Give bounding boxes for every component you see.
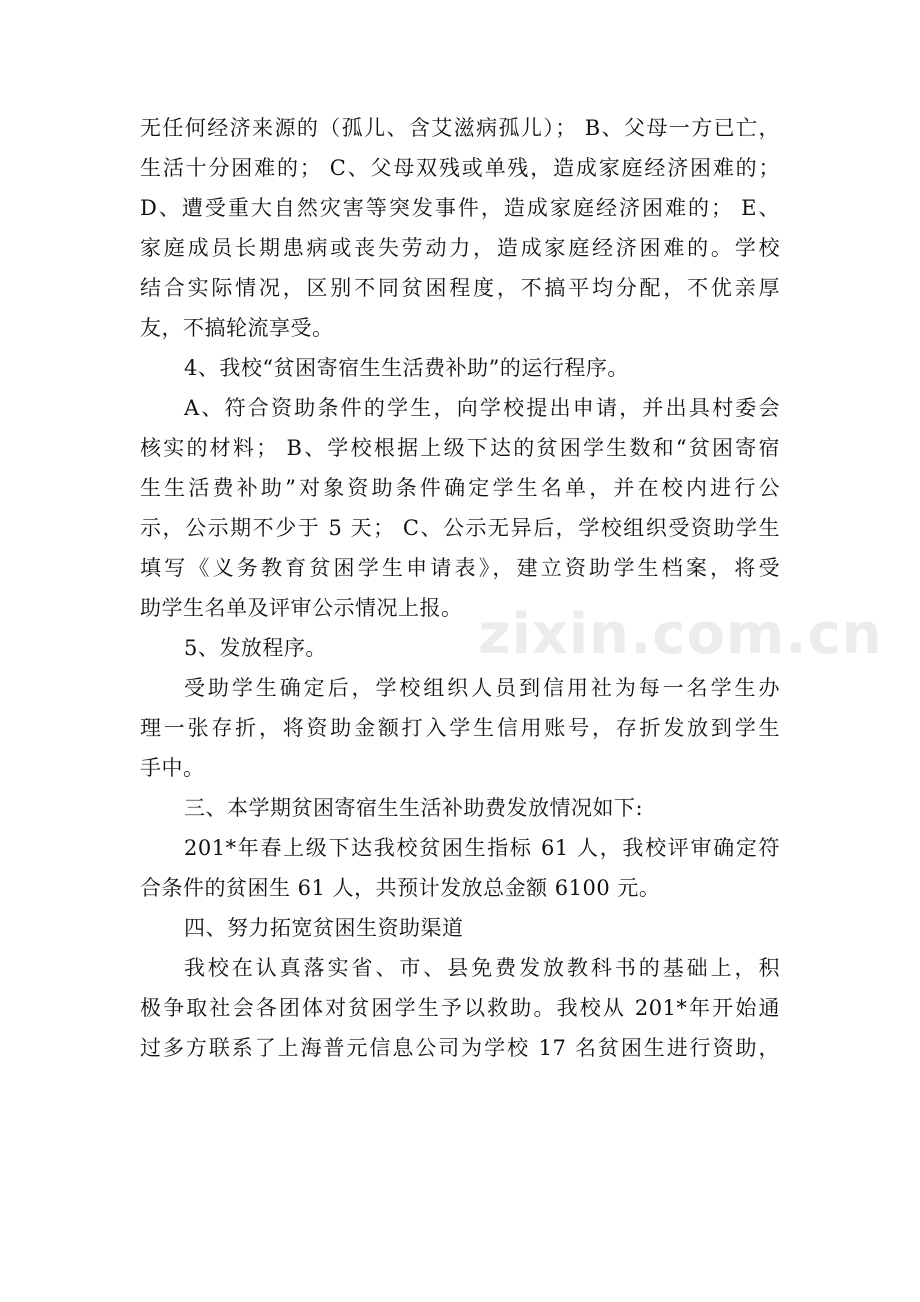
paragraph-line: A、符合资助条件的学生，向学校提出申请，并出具村委会 (184, 396, 780, 420)
paragraph-line: 过多方联系了上海普元信息公司为学校 17 名贫困生进行资助， (140, 1036, 780, 1060)
section-heading: 四、努力拓宽贫困生资助渠道 (184, 916, 464, 940)
section-heading: 4、我校“贫困寄宿生生活费补助”的运行程序。 (184, 356, 629, 380)
watermark: zixin.com.cn (478, 602, 883, 667)
paragraph-line: 生活十分困难的； C、父母双残或单残，造成家庭经济困难的； (140, 156, 780, 180)
paragraph-line: 生生活费补助”对象资助条件确定学生名单，并在校内进行公 (140, 476, 780, 500)
paragraph-line: 友，不搞轮流享受。 (140, 316, 334, 340)
paragraph-line: 示，公示期不少于 5 天； C、公示无异后，学校组织受资助学生 (140, 516, 780, 540)
paragraph-line: D、遭受重大自然灾害等突发事件，造成家庭经济困难的； E、 (140, 196, 780, 220)
paragraph-line: 201*年春上级下达我校贫困生指标 61 人，我校评审确定符 (184, 836, 780, 860)
paragraph-line: 助学生名单及评审公示情况上报。 (140, 596, 463, 620)
section-heading: 三、本学期贫困寄宿生生活补助费发放情况如下: (184, 796, 644, 820)
paragraph-line: 填写《义务教育贫困学生申请表》，建立资助学生档案，将受 (140, 556, 780, 580)
paragraph-line: 受助学生确定后，学校组织人员到信用社为每一名学生办 (184, 676, 780, 700)
document-body (140, 108, 780, 1068)
paragraph-line: 家庭成员长期患病或丧失劳动力，造成家庭经济困难的。学校 (140, 236, 780, 260)
paragraph-line: 极争取社会各团体对贫困学生予以救助。我校从 201*年开始通 (140, 996, 780, 1020)
paragraph-line: 无任何经济来源的（孤儿、含艾滋病孤儿）； B、父母一方已亡， (140, 116, 780, 140)
paragraph-line: 我校在认真落实省、市、县免费发放教科书的基础上，积 (184, 956, 780, 980)
paragraph-line: 手中。 (140, 756, 205, 780)
paragraph-line: 结合实际情况，区别不同贫困程度，不搞平均分配，不优亲厚 (140, 276, 780, 300)
paragraph-line: 理一张存折，将资助金额打入学生信用账号，存折发放到学生 (140, 716, 780, 740)
paragraph-line: 合条件的贫困生 61 人，共预计发放总金额 6100 元。 (140, 876, 661, 900)
section-heading: 5、发放程序。 (184, 636, 327, 660)
paragraph-line: 核实的材料； B、学校根据上级下达的贫困学生数和“贫困寄宿 (140, 436, 780, 460)
